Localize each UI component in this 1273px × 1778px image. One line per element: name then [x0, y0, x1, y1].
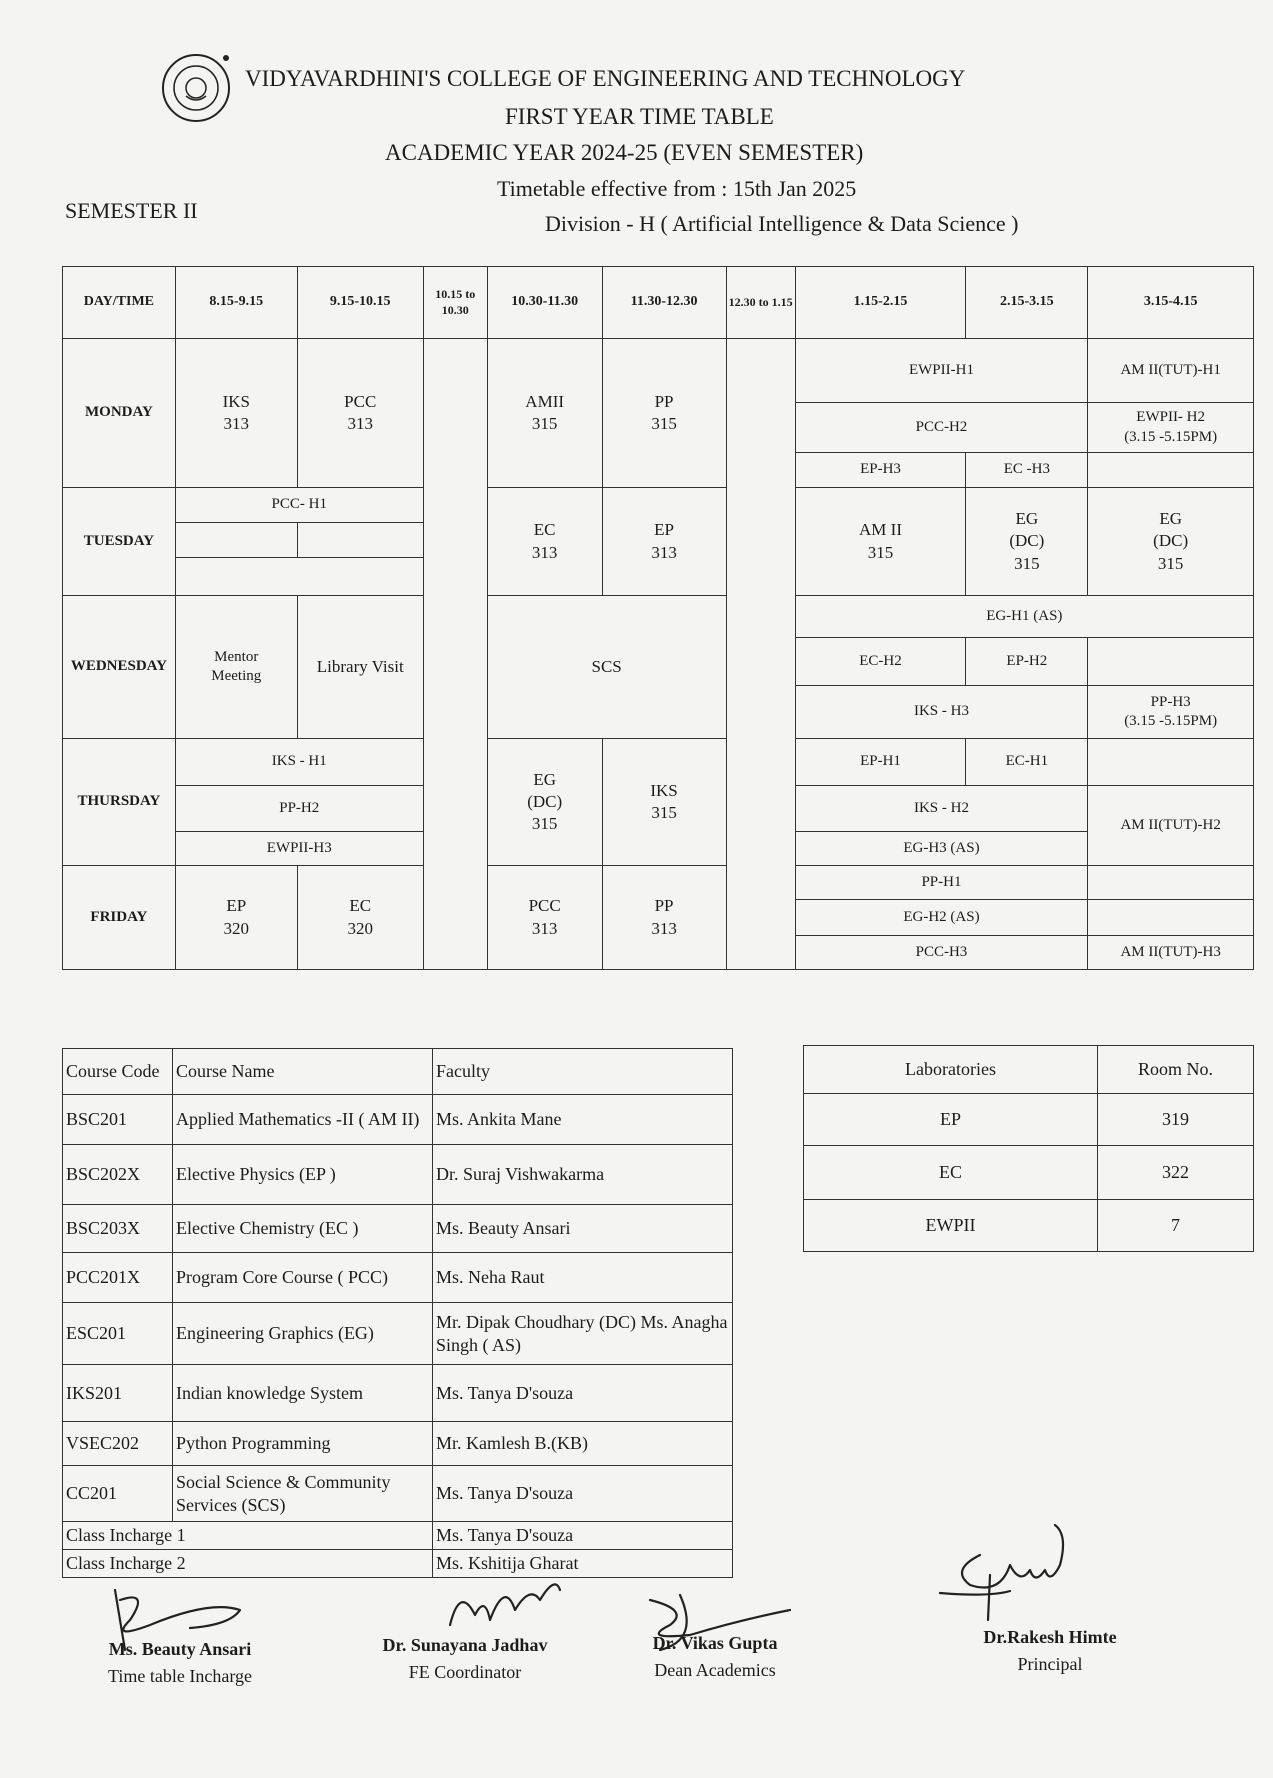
course-faculty: Ms. Ankita Mane [433, 1095, 733, 1145]
course-name: Program Core Course ( PCC) [173, 1253, 433, 1303]
lab-name: EC [804, 1146, 1098, 1200]
course-code: BSC202X [63, 1145, 173, 1205]
course-code: BSC203X [63, 1205, 173, 1253]
mon-lab-2: PCC-H2 [795, 403, 1088, 453]
tue-slot-6: EG (DC) 315 [966, 488, 1088, 596]
course-faculty: Dr. Suraj Vishwakarma [433, 1145, 733, 1205]
fri-slot-1: EP 320 [175, 866, 297, 970]
mon-empty [1088, 453, 1254, 488]
header-slot-3: 10.30-11.30 [487, 267, 602, 339]
mon-lab-3b: EC -H3 [966, 453, 1088, 488]
thu-merged-1: IKS - H1 [175, 739, 423, 786]
day-friday: FRIDAY [63, 866, 176, 970]
course-code: BSC201 [63, 1095, 173, 1145]
fri-lab-1: PP-H1 [795, 866, 1088, 900]
course-code: ESC201 [63, 1303, 173, 1365]
col-course-code: Course Code [63, 1049, 173, 1095]
wed-slot-scs: SCS [487, 596, 726, 739]
tue-slot-4: EP 313 [602, 488, 726, 596]
fri-empty-1 [1088, 866, 1254, 900]
tue-slot-7: EG (DC) 315 [1088, 488, 1254, 596]
course-name: Elective Physics (EP ) [173, 1145, 433, 1205]
fri-lab-3: PCC-H3 [795, 936, 1088, 970]
course-faculty: Mr. Kamlesh B.(KB) [433, 1422, 733, 1466]
labs-table [803, 1045, 1254, 1252]
course-name: Python Programming [173, 1422, 433, 1466]
mon-slot-1: IKS 313 [175, 339, 297, 488]
mon-lab-3a: EP-H3 [795, 453, 966, 488]
thu-lab-2: IKS - H2 [795, 786, 1088, 832]
thu-merged-3: EWPII-H3 [175, 832, 423, 866]
incharge-label: Class Incharge 1 [63, 1522, 433, 1550]
course-header-row [63, 1049, 733, 1095]
document-subtitle: FIRST YEAR TIME TABLE [505, 104, 774, 129]
lab-room: 7 [1098, 1200, 1254, 1252]
signatory-role: FE Coordinator [408, 1662, 522, 1682]
thu-empty [1088, 739, 1254, 786]
signature-scribble-4 [930, 1515, 1100, 1625]
incharge-row [63, 1550, 733, 1578]
incharge-row [63, 1522, 733, 1550]
header-slot-2: 9.15-10.15 [297, 267, 423, 339]
signatory-role: Dean Academics [654, 1660, 776, 1680]
table-row [63, 1422, 733, 1466]
signature-block-dean [615, 1630, 815, 1684]
header-slot-6: 2.15-3.15 [966, 267, 1088, 339]
wed-slot-2: Library Visit [297, 596, 423, 739]
day-thursday: THURSDAY [63, 739, 176, 866]
wed-empty [1088, 638, 1254, 686]
wed-lab-3: IKS - H3 [795, 686, 1088, 739]
table-row [63, 1145, 733, 1205]
fri-empty-2 [1088, 900, 1254, 936]
signature-block-timetable-incharge [70, 1636, 290, 1690]
fri-lab-2: EG-H2 (AS) [795, 900, 1088, 936]
signatory-name: Ms. Beauty Ansari [108, 1639, 252, 1659]
signature-block-fe-coordinator [345, 1632, 585, 1686]
wed-lab-1: EG-H1 (AS) [795, 596, 1253, 638]
table-row [804, 1094, 1254, 1146]
course-code: PCC201X [63, 1253, 173, 1303]
course-name: Social Science & Community Services (SCS) [173, 1466, 433, 1522]
day-wednesday: WEDNESDAY [63, 596, 176, 739]
college-logo [160, 52, 232, 124]
header-slot-4: 11.30-12.30 [602, 267, 726, 339]
tue-empty-2 [297, 523, 423, 558]
wed-lab-3b: PP-H3 (3.15 -5.15PM) [1088, 686, 1254, 739]
signatory-name: Dr. Sunayana Jadhav [382, 1635, 548, 1655]
mon-lab-1: EWPII-H1 [795, 339, 1088, 403]
thu-merged-2: PP-H2 [175, 786, 423, 832]
header-slot-5: 1.15-2.15 [795, 267, 966, 339]
course-name: Elective Chemistry (EC ) [173, 1205, 433, 1253]
college-name: VIDYAVARDHINI'S COLLEGE OF ENGINEERING AND TECHNOLOGY [245, 66, 966, 91]
mon-lab-1b: AM II(TUT)-H1 [1088, 339, 1254, 403]
table-row [63, 1303, 733, 1365]
course-faculty: Mr. Dipak Choudhary (DC) Ms. Anagha Singh ( AS) [433, 1303, 733, 1365]
header-break-1: 10.15 to 10.30 [423, 267, 487, 339]
signature-block-principal [950, 1624, 1150, 1678]
labs-header-row [804, 1046, 1254, 1094]
fri-slot-4: PP 313 [602, 866, 726, 970]
wed-lab-2a: EC-H2 [795, 638, 966, 686]
day-tuesday: TUESDAY [63, 488, 176, 596]
course-faculty: Ms. Tanya D'souza [433, 1365, 733, 1422]
thu-lab-1b: EC-H1 [966, 739, 1088, 786]
tue-empty-1 [175, 523, 297, 558]
table-row [63, 1365, 733, 1422]
tue-slot-5: AM II 315 [795, 488, 966, 596]
course-table [62, 1048, 733, 1578]
course-name: Applied Mathematics -II ( AM II) [173, 1095, 433, 1145]
academic-year: ACADEMIC YEAR 2024-25 (EVEN SEMESTER) [385, 140, 864, 165]
tue-empty-3 [175, 558, 423, 596]
thu-slot-3: EG (DC) 315 [487, 739, 602, 866]
mon-slot-3: AMII 315 [487, 339, 602, 488]
tue-merged-1: PCC- H1 [175, 488, 423, 523]
mon-slot-4: PP 315 [602, 339, 726, 488]
fri-lab-3b: AM II(TUT)-H3 [1088, 936, 1254, 970]
table-row [63, 1253, 733, 1303]
lab-name: EWPII [804, 1200, 1098, 1252]
header-daytime: DAY/TIME [63, 267, 176, 339]
incharge-faculty: Ms. Kshitija Gharat [433, 1550, 733, 1578]
mon-slot-2: PCC 313 [297, 339, 423, 488]
col-laboratories: Laboratories [804, 1046, 1098, 1094]
semester-label: SEMESTER II [65, 198, 198, 223]
thu-slot-4: IKS 315 [602, 739, 726, 866]
table-row [63, 1095, 733, 1145]
col-course-name: Course Name [173, 1049, 433, 1095]
header-break-2: 12.30 to 1.15 [726, 267, 795, 339]
fri-slot-2: EC 320 [297, 866, 423, 970]
table-row [63, 1466, 733, 1522]
header-slot-1: 8.15-9.15 [175, 267, 297, 339]
course-faculty: Ms. Tanya D'souza [433, 1466, 733, 1522]
course-code: IKS201 [63, 1365, 173, 1422]
signatory-name: Dr. Vikas Gupta [652, 1633, 778, 1653]
col-faculty: Faculty [433, 1049, 733, 1095]
timetable [62, 266, 1254, 970]
course-faculty: Ms. Beauty Ansari [433, 1205, 733, 1253]
fri-slot-3: PCC 313 [487, 866, 602, 970]
thu-lab-1a: EP-H1 [795, 739, 966, 786]
thu-lab-3: EG-H3 (AS) [795, 832, 1088, 866]
table-row [804, 1200, 1254, 1252]
course-name: Indian knowledge System [173, 1365, 433, 1422]
wed-slot-1: Mentor Meeting [175, 596, 297, 739]
course-code: CC201 [63, 1466, 173, 1522]
tue-slot-3: EC 313 [487, 488, 602, 596]
signatory-name: Dr.Rakesh Himte [983, 1627, 1117, 1647]
incharge-label: Class Incharge 2 [63, 1550, 433, 1578]
incharge-faculty: Ms. Tanya D'souza [433, 1522, 733, 1550]
thu-lab-2b: AM II(TUT)-H2 [1088, 786, 1254, 866]
course-code: VSEC202 [63, 1422, 173, 1466]
mon-lab-2b: EWPII- H2 (3.15 -5.15PM) [1088, 403, 1254, 453]
col-room-no: Room No. [1098, 1046, 1254, 1094]
lab-room: 319 [1098, 1094, 1254, 1146]
wed-lab-2b: EP-H2 [966, 638, 1088, 686]
header-slot-7: 3.15-4.15 [1088, 267, 1254, 339]
division-label: Division - H ( Artificial Intelligence & Data Science ) [545, 211, 1019, 236]
day-monday: MONDAY [63, 339, 176, 488]
course-faculty: Ms. Neha Raut [433, 1253, 733, 1303]
lab-name: EP [804, 1094, 1098, 1146]
header-row [63, 267, 1254, 339]
table-row [804, 1146, 1254, 1200]
lab-room: 322 [1098, 1146, 1254, 1200]
table-row [63, 1205, 733, 1253]
lunch-break-column [726, 339, 795, 970]
effective-date: Timetable effective from : 15th Jan 2025 [497, 176, 857, 201]
course-name: Engineering Graphics (EG) [173, 1303, 433, 1365]
break-column-1 [423, 339, 487, 970]
signatory-role: Principal [1017, 1654, 1083, 1674]
signatory-role: Time table Incharge [108, 1666, 252, 1686]
